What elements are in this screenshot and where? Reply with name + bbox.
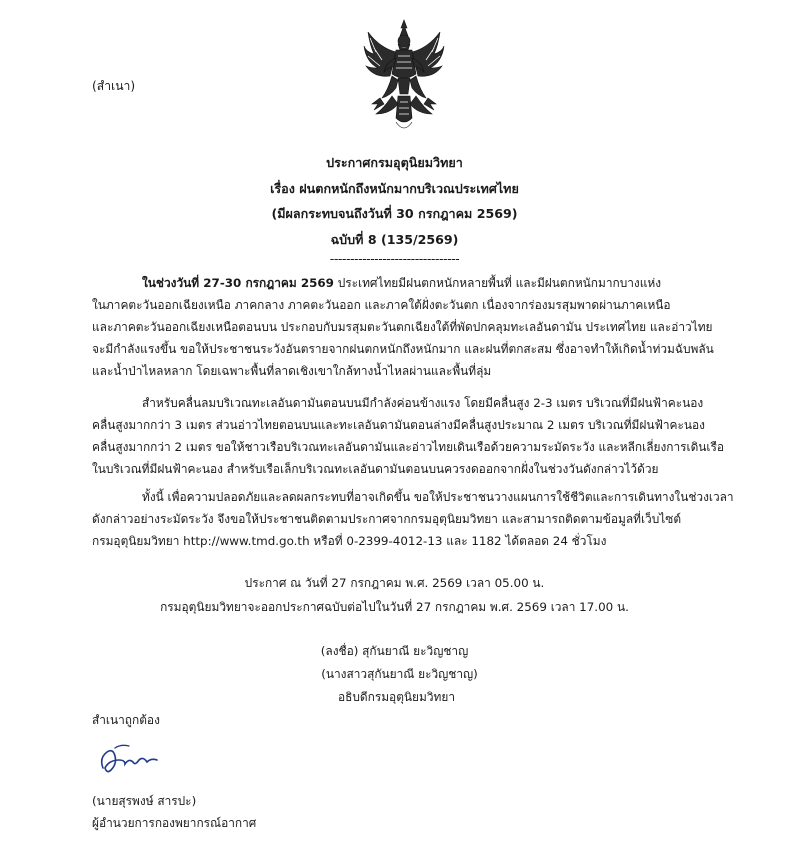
certifier-title: ผู้อำนวยการกองพยากรณ์อากาศ — [92, 816, 257, 830]
copy-note: (สำเนา) — [92, 79, 136, 93]
paragraph-1-first-rest: ประเทศไทยมีฝนตกหนักหลายพื้นที่ และมีฝนตกหนักมากบางแห่ง — [333, 276, 662, 290]
certified-copy-label: สำเนาถูกต้อง — [92, 713, 160, 727]
paragraph-1-line — [142, 272, 661, 294]
handwritten-signature-icon — [95, 738, 165, 778]
next-issue-note: กรมอุตุนิยมวิทยาจะออกประกาศฉบับต่อไปในวันที่ 27 กรกฎาคม พ.ศ. 2569 เวลา 17.00 น. — [160, 600, 629, 614]
paragraph-2-line: สำหรับคลื่นลมบริเวณทะเลอันดามันตอนบนมีกำลังค่อนข้างแรง โดยมีคลื่นสูง 2-3 เมตร บริเวณที่มีฝนฟ้าคะนอง — [142, 396, 704, 410]
title-line: ฉบับที่ 8 (135/2569) — [330, 231, 459, 247]
announcement-title — [0, 150, 789, 270]
title-divider: -------------------------------- — [329, 251, 460, 266]
certifier-name: (นายสุรพงษ์ สารปะ) — [92, 794, 197, 808]
paragraph-2-line: ในบริเวณที่มีฝนฟ้าคะนอง สำหรับเรือเล็กบริเวณทะเลอันดามันตอนบนควรงดออกจากฝั่งในช่วงวันดังกล่าวไว้ด้วย — [92, 462, 659, 476]
paragraph-1-line: จะมีกำลังแรงขึ้น ขอให้ประชาชนระวังอันตรายจากฝนตกหนักถึงหนักมาก และฝนที่ตกสะสม ซึ่งอาจทำให้เกิดน้ำท่วมฉับพลัน — [92, 342, 714, 356]
paragraph-1-line: และภาคตะวันออกเฉียงเหนือตอนบน ประกอบกับมรสุมตะวันตกเฉียงใต้ที่พัดปกคลุมทะเลอันดามัน ประเทศไทย และอ่าวไทย — [92, 320, 713, 334]
paragraph-3-line: ดังกล่าวอย่างระมัดระวัง จึงขอให้ประชาชนติดตามประกาศจากกรมอุตุนิยมวิทยา และสามารถติดตามข้อมูลที่เว็บไซต์ — [92, 512, 682, 526]
title-line: ประกาศกรมอุตุนิยมวิทยา — [326, 155, 463, 170]
signer-full-name: (นางสาวสุกันยาณี ยะวิญชาญ) — [321, 667, 478, 681]
paragraph-3-line: กรมอุตุนิยมวิทยา http://www.tmd.go.th หรือที่ 0-2399-4012-13 และ 1182 ได้ตลอด 24 ชั่วโมง — [92, 534, 607, 548]
announce-date: ประกาศ ณ วันที่ 27 กรกฎาคม พ.ศ. 2569 เวลา 05.00 น. — [244, 576, 545, 590]
title-line: (มีผลกระทบจนถึงวันที่ 30 กรกฎาคม 2569) — [271, 206, 518, 221]
paragraph-2-line: คลื่นสูงมากกว่า 2 เมตร ขอให้ชาวเรือบริเวณทะเลอันดามันและอ่าวไทยเดินเรือด้วยความระมัดระวัง และหลีกเลี่ยงการเดินเรือ — [92, 440, 725, 454]
paragraph-3-line: ทั้งนี้ เพื่อความปลอดภัยและลดผลกระทบที่อาจเกิดขึ้น ขอให้ประชาชนวางแผนการใช้ชีวิตและการเดินทางในช่วงเวลา — [142, 490, 734, 504]
paragraph-2-line: คลื่นสูงมากกว่า 3 เมตร ส่วนอ่าวไทยตอนบนและทะเลอันดามันตอนล่างมีคลื่นสูงประมาณ 2 เมตร บริเวณที่มีฝนฟ้าคะนอง — [92, 418, 705, 432]
garuda-emblem-icon — [362, 18, 446, 136]
title-line: เรื่อง ฝนตกหนักถึงหนักมากบริเวณประเทศไทย — [270, 180, 519, 196]
paragraph-1-line: ในภาคตะวันออกเฉียงเหนือ ภาคกลาง ภาคตะวันออก และภาคใต้ฝั่งตะวันตก เนื่องจากร่องมรสุมพาดผ่านภาคเหนือ — [92, 298, 671, 312]
signer-title: อธิบดีกรมอุตุนิยมวิทยา — [337, 690, 456, 704]
paragraph-1-lead: ในช่วงวันที่ 27-30 กรกฎาคม 2569 — [142, 276, 334, 290]
paragraph-1-line: และน้ำป่าไหลหลาก โดยเฉพาะพื้นที่ลาดเชิงเขาใกล้ทางน้ำไหลผ่านและพื้นที่ลุ่ม — [92, 364, 492, 378]
signed-by: (ลงชื่อ) สุกันยาณี ยะวิญชาญ — [320, 644, 469, 658]
